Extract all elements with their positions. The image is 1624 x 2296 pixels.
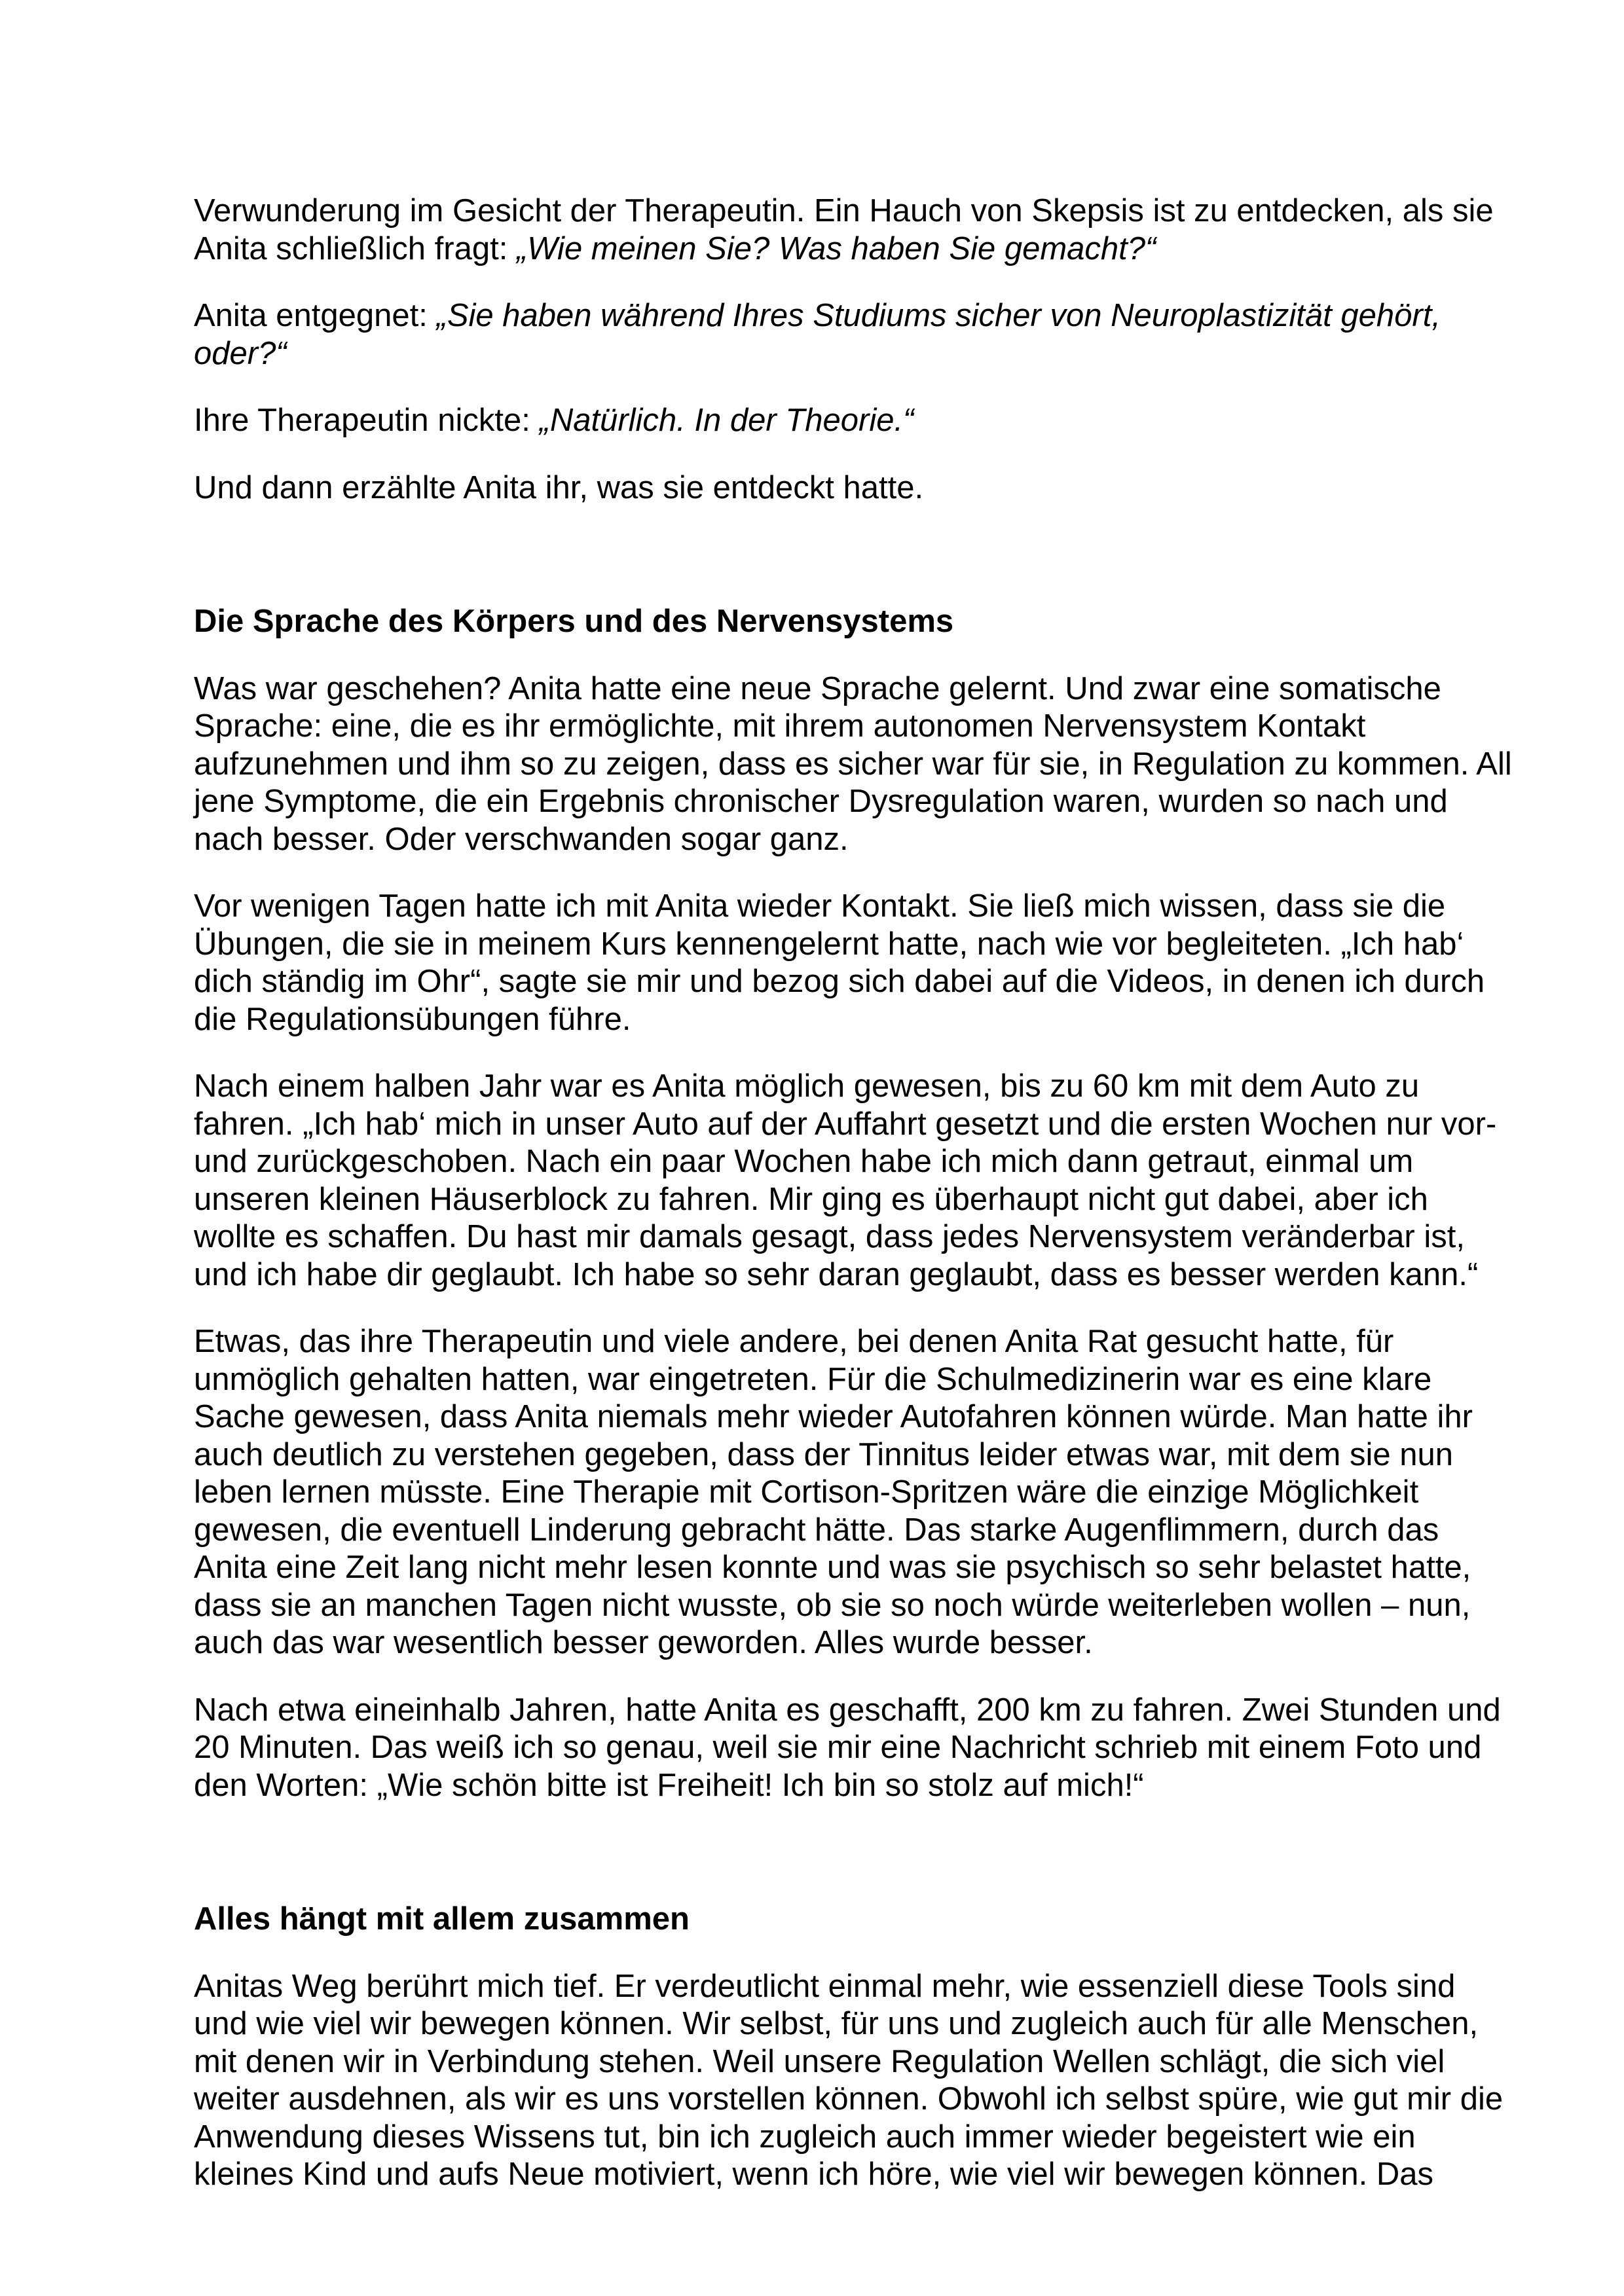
text-line: und ich habe dir geglaubt. Ich habe so sehr daran geglaubt, dass es besser werden kann.“ bbox=[194, 1256, 1479, 1292]
quote-run: „Natürlich. In der Theorie.“ bbox=[539, 403, 914, 438]
text-line: aufzunehmen und ihm so zu zeigen, dass es sicher war für sie, in Regulation zu kommen. All bbox=[194, 746, 1512, 782]
text-line: gewesen, die eventuell Linderung gebracht hätte. Das starke Augenflimmern, durch das bbox=[194, 1512, 1439, 1548]
text-line: Etwas, das ihre Therapeutin und viele andere, bei denen Anita Rat gesucht hatte, für bbox=[194, 1324, 1394, 1359]
text-line bbox=[194, 402, 1451, 440]
text-line: Anitas Weg berührt mich tief. Er verdeutlicht einmal mehr, wie essenziell diese Tools sind bbox=[194, 1968, 1456, 2004]
quote-run: oder?“ bbox=[194, 335, 287, 371]
paragraph bbox=[194, 670, 1512, 859]
text-line: nach besser. Oder verschwanden sogar ganz. bbox=[194, 821, 849, 857]
section-sprache-des-koerpers bbox=[194, 603, 1512, 1804]
paragraph bbox=[194, 1692, 1501, 1805]
text-line: Sache gewesen, dass Anita niemals mehr wieder Autofahren können würde. Man hatte ihr bbox=[194, 1399, 1473, 1434]
section-heading: Die Sprache des Körpers und des Nervensystems bbox=[194, 604, 954, 639]
intro-section bbox=[194, 192, 1494, 507]
paragraph bbox=[194, 888, 1485, 1038]
text-line: Anita eine Zeit lang nicht mehr lesen konnte und was sie psychisch so sehr belastet hatte, bbox=[194, 1550, 1471, 1585]
text-line bbox=[194, 230, 1451, 268]
text-line: unmöglich gehalten hatten, war eingetreten. Für die Schulmedizinerin war es eine klare bbox=[194, 1361, 1432, 1397]
section-body bbox=[194, 1968, 1504, 2194]
text-line: auch deutlich zu verstehen gegeben, dass der Tinnitus leider etwas war, mit dem sie nun bbox=[194, 1436, 1453, 1472]
text-line bbox=[194, 469, 1451, 507]
paragraph bbox=[194, 469, 1451, 507]
text-line bbox=[194, 297, 1451, 335]
text-line: weiter ausdehnen, als wir es uns vorstellen können. Obwohl ich selbst spüre, wie gut mir die bbox=[194, 2081, 1504, 2117]
text-line: Sprache: eine, die es ihr ermöglichte, mit ihrem autonomen Nervensystem Kontakt bbox=[194, 708, 1366, 744]
paragraph bbox=[194, 1323, 1473, 1662]
text-line: Nach etwa eineinhalb Jahren, hatte Anita es geschafft, 200 km zu fahren. Zwei Stunden und bbox=[194, 1692, 1501, 1728]
text-run: Anita entgegnet: bbox=[194, 298, 437, 333]
text-line: dass sie an manchen Tagen nicht wusste, ob sie so noch würde weiterleben wollen – nun, bbox=[194, 1587, 1471, 1623]
text-run: Ihre Therapeutin nickte: bbox=[194, 403, 540, 438]
text-line: 20 Minuten. Das weiß ich so genau, weil sie mir eine Nachricht schrieb mit einem Foto und bbox=[194, 1730, 1482, 1765]
text-line: dich ständig im Ohr“, sagte sie mir und bezog sich dabei auf die Videos, in denen ich durch bbox=[194, 964, 1485, 999]
paragraph bbox=[194, 192, 1494, 268]
text-line: jene Symptome, die ein Ergebnis chronischer Dysregulation waren, wurden so nach und bbox=[194, 784, 1448, 819]
quote-run: „Wie meinen Sie? Was haben Sie gemacht?“ bbox=[516, 230, 1156, 266]
text-line: Übungen, die sie in meinem Kurs kennengelernt hatte, nach wie vor begleiteten. „Ich hab‘ bbox=[194, 926, 1464, 962]
text-line: und zurückgeschoben. Nach ein paar Wochen habe ich mich dann getraut, einmal um bbox=[194, 1144, 1414, 1179]
text-line bbox=[194, 192, 1494, 230]
text-run: Verwunderung im Gesicht der Therapeutin. Ein Hauch von Skepsis ist zu entdecken, als sie bbox=[194, 193, 1494, 228]
text-line: Vor wenigen Tagen hatte ich mit Anita wieder Kontakt. Sie ließ mich wissen, dass sie die bbox=[194, 888, 1446, 924]
section-alles-haengt-zusammen bbox=[194, 1901, 1504, 2194]
paragraph bbox=[194, 1068, 1497, 1294]
text-line: Was war geschehen? Anita hatte eine neue Sprache gelernt. Und zwar eine somatische bbox=[194, 670, 1441, 706]
text-line: leben lernen müsste. Eine Therapie mit Cortison-Spritzen wäre die einzige Möglichkeit bbox=[194, 1474, 1419, 1510]
section-heading: Alles hängt mit allem zusammen bbox=[194, 1901, 690, 1937]
text-run: Anita schließlich fragt: bbox=[194, 230, 517, 266]
text-line: den Worten: „Wie schön bitte ist Freiheit! Ich bin so stolz auf mich!“ bbox=[194, 1767, 1144, 1803]
text-line: unseren kleinen Häuserblock zu fahren. Mir ging es überhaupt nicht gut dabei, aber ich bbox=[194, 1181, 1428, 1217]
text-line bbox=[194, 335, 1451, 373]
paragraph bbox=[194, 402, 1451, 440]
text-line: Anwendung dieses Wissens tut, bin ich zugleich auch immer wieder begeistert wie ein bbox=[194, 2119, 1416, 2155]
paragraph bbox=[194, 1968, 1504, 2194]
document-page bbox=[194, 192, 1512, 2223]
text-line: Nach einem halben Jahr war es Anita möglich gewesen, bis zu 60 km mit dem Auto zu bbox=[194, 1068, 1420, 1104]
text-line: und wie viel wir bewegen können. Wir selbst, für uns und zugleich auch für alle Menschen, bbox=[194, 2006, 1479, 2041]
text-run: Und dann erzählte Anita ihr, was sie entdeckt hatte. bbox=[194, 469, 924, 505]
paragraph bbox=[194, 297, 1451, 373]
text-line: auch das war wesentlich besser geworden. Alles wurde besser. bbox=[194, 1625, 1093, 1660]
text-line: fahren. „Ich hab‘ mich in unser Auto auf der Auffahrt gesetzt und die ersten Wochen nur vor- bbox=[194, 1106, 1497, 1142]
text-line: mit denen wir in Verbindung stehen. Weil unsere Regulation Wellen schlägt, die sich viel bbox=[194, 2043, 1445, 2079]
section-body bbox=[194, 670, 1512, 1805]
text-line: die Regulationsübungen führe. bbox=[194, 1001, 631, 1037]
quote-run: „Sie haben während Ihres Studiums sicher von Neuroplastizität gehört, bbox=[436, 298, 1441, 333]
text-line: wollte es schaffen. Du hast mir damals gesagt, dass jedes Nervensystem veränderbar ist, bbox=[194, 1219, 1465, 1254]
text-line: kleines Kind und aufs Neue motiviert, wenn ich höre, wie viel wir bewegen können. Das bbox=[194, 2157, 1433, 2192]
